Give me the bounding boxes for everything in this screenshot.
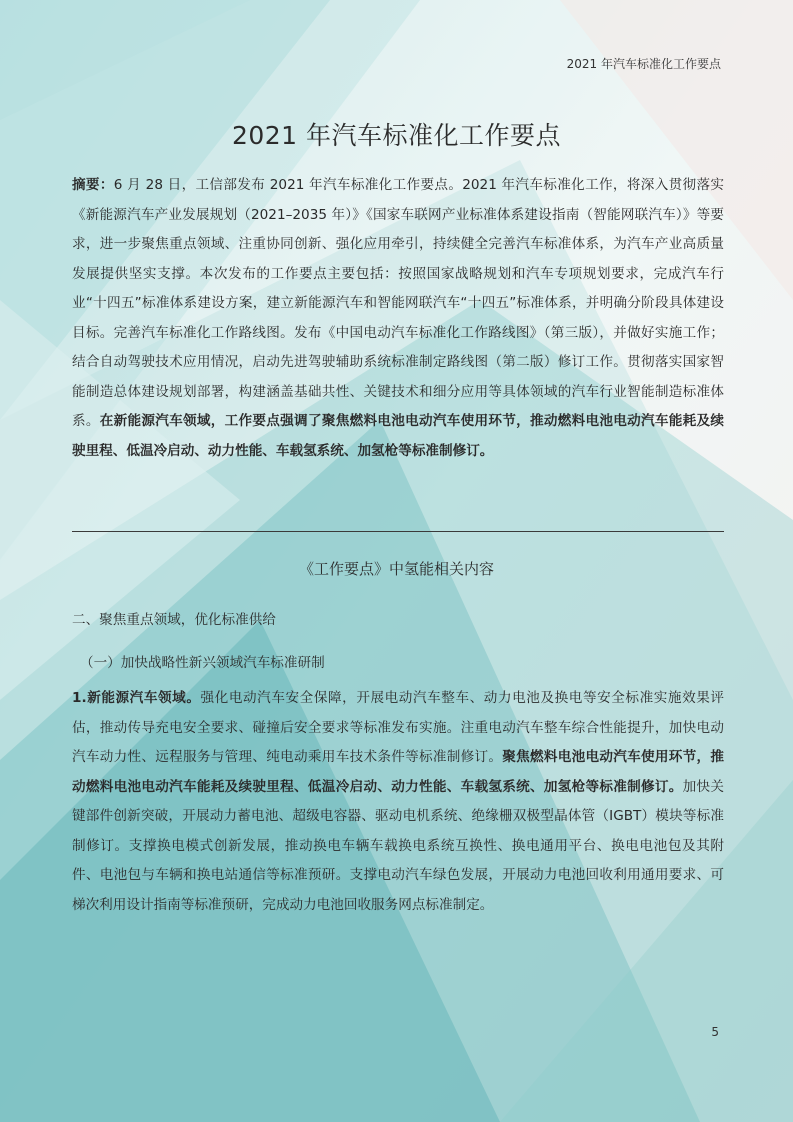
paragraph-text-1: 强化电动汽车安全保障，开展电动汽车整车、动力电池及换电等安全标准实施效果评估，推动传导充电安全要求、碰撞后安全要求等标准发布实施。注重电动汽车整车综合性能提升，加快电动汽车动力性、远程服务与管理、纯电动乘用车技术条件等标准制修订。	[72, 690, 725, 765]
paragraph-bold-text: 聚焦燃料电池电动汽车使用环节，推动燃料电池电动汽车能耗及续驶里程、低温冷启动、动力性能、车载氢系统、加氢枪等标准制修订。	[72, 749, 725, 795]
paragraph-text-2: 加快关键部件创新突破，开展动力蓄电池、超级电容器、驱动电机系统、绝缘栅双极型晶体管（IGBT）模块等标准制修订。支撑换电模式创新发展，推动换电车辆车载换电系统互换性、换电通用平台、换电电池包及其附件、电池包与车辆和换电站通信等标准预研。支撑电动汽车绿色发展，开展动力电池回收利用通用要求、可梯次利用设计指南等标准预研，完成动力电池回收服务网点标准制定。	[72, 778, 725, 913]
heading-level-3: （一）加快战略性新兴领域汽车标准研制	[80, 655, 325, 671]
abstract-text: 6 月 28 日，工信部发布 2021 年汽车标准化工作要点。2021 年汽车标准化工作，将深入贯彻落实《新能源汽车产业发展规划（2021–2035 年）》《国家车联网产业标准体系建设指南（智能网联汽车）》等要求，进一步聚焦重点领域、注重协同创新、强化应用牵引，持续健全完善汽车标准体系，为汽车产业高质量发展提供坚实支撑。本次发布的工作要点主要包括：按照国家战略规划和汽车专项规划要求，完成汽车行业“十四五”标准体系建设方案，建立新能源汽车和智能网联汽车“十四五”标准体系，并明确分阶段具体建设目标。完善汽车标准化工作路线图。发布《中国电动汽车标准化工作路线图》（第三版），并做好实施工作；结合自动驾驶技术应用情况，启动先进驾驶辅助系统标准制定路线图（第二版）修订工作。贯彻落实国家智能制造总体建设规划部署，构建涵盖基础共性、关键技术和细分应用等具体领域的汽车行业智能制造标准体系。	[72, 177, 725, 429]
abstract-bold-text: 在新能源汽车领域，工作要点强调了聚焦燃料电池电动汽车使用环节，推动燃料电池电动汽车能耗及续驶里程、低温冷启动、动力性能、车载氢系统、加氢枪等标准制修订。	[72, 413, 725, 459]
page-title: 2021 年汽车标准化工作要点	[231, 121, 562, 150]
abstract-paragraph	[72, 171, 724, 466]
paragraph-label: 1.新能源汽车领域。	[72, 690, 201, 706]
body-paragraph	[72, 684, 724, 920]
page-number: 5	[711, 1025, 719, 1039]
section-divider	[72, 531, 724, 532]
running-header: 2021 年汽车标准化工作要点	[566, 57, 721, 71]
heading-level-2: 二、聚焦重点领域，优化标准供给	[72, 612, 276, 628]
section-title: 《工作要点》中氢能相关内容	[298, 560, 494, 578]
abstract-label: 摘要：	[72, 177, 114, 193]
